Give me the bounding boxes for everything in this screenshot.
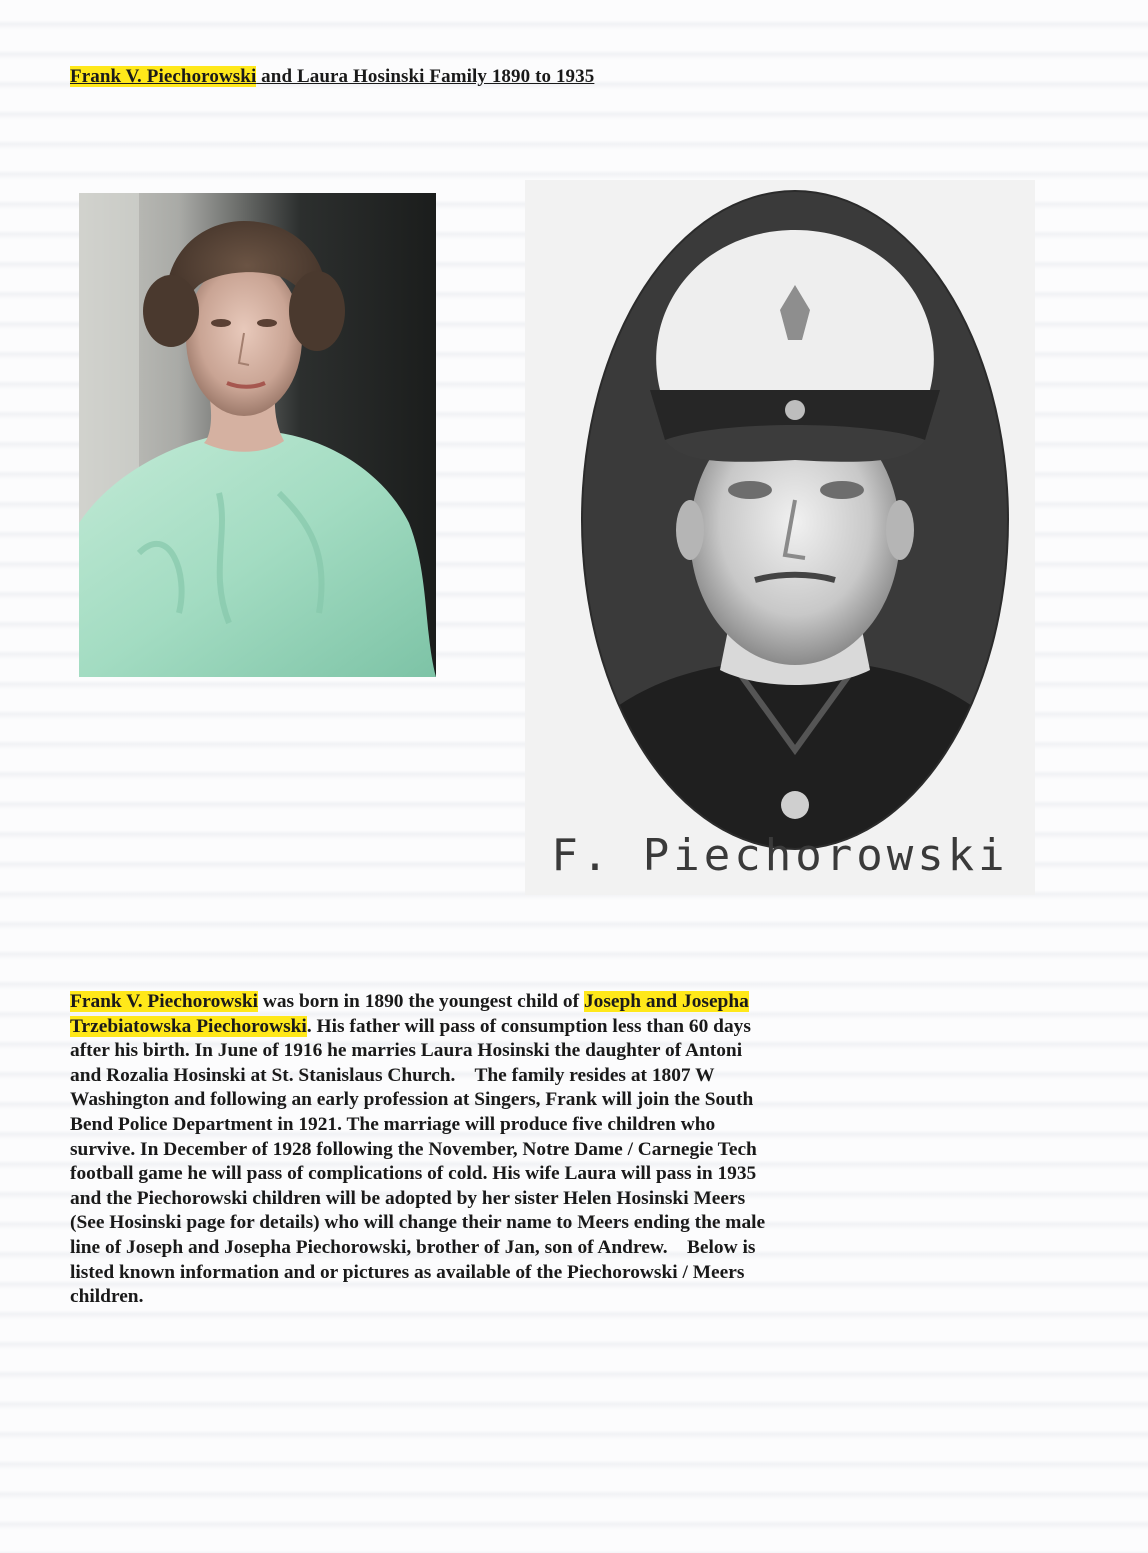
body-line: (See Hosinski page for details) who will change their name to Meers ending the male [70, 1212, 766, 1234]
portrait-laura-hosinski [79, 193, 436, 677]
body-line: Trzebiatowska Piechorowski. His father will pass of consumption less than 60 days [70, 1015, 751, 1037]
title-name-highlight: Frank V. Piechorowski [70, 66, 257, 87]
title-rest: and Laura Hosinski Family 1890 to 1935 [256, 66, 595, 87]
officer-portrait-image [580, 190, 1010, 850]
body-line: Bend Police Department in 1921. The marriage will produce five children who [70, 1113, 716, 1135]
body-line: line of Joseph and Josepha Piechorowski, brother of Jan, son of Andrew. Below is [70, 1236, 756, 1258]
body-line: listed known information and or pictures as available of the Piechorowski / Meers [70, 1261, 745, 1283]
body-line: and the Piechorowski children will be adopted by her sister Helen Hosinski Meers [70, 1187, 746, 1209]
body-line: children. [70, 1286, 144, 1308]
biography-paragraph [70, 990, 965, 1310]
body-line: football game he will pass of complications of cold. His wife Laura will pass in 1935 [70, 1163, 757, 1185]
body-line: Frank V. Piechorowski was born in 1890 the youngest child of Joseph and Josepha [70, 991, 749, 1012]
body-line: and Rozalia Hosinski at St. Stanislaus Church. The family resides at 1807 W [70, 1064, 715, 1086]
officer-oval-photo [580, 190, 1010, 850]
highlight-frank-name: Frank V. Piechorowski [70, 991, 259, 1012]
page-title [70, 66, 604, 88]
body-line: Washington and following an early profession at Singers, Frank will join the South [70, 1089, 754, 1111]
highlight-parents-name: Joseph and Josepha [583, 991, 749, 1012]
body-line: survive. In December of 1928 following the November, Notre Dame / Carnegie Tech [70, 1138, 757, 1160]
portrait-frank-piechorowski [525, 180, 1035, 895]
officer-photo-caption: F. Piechorowski [551, 830, 1009, 881]
highlight-parents-surname: Trzebiatowska Piechorowski [70, 1015, 307, 1037]
woman-portrait-image [79, 193, 436, 677]
body-line: after his birth. In June of 1916 he marries Laura Hosinski the daughter of Antoni [70, 1040, 743, 1062]
